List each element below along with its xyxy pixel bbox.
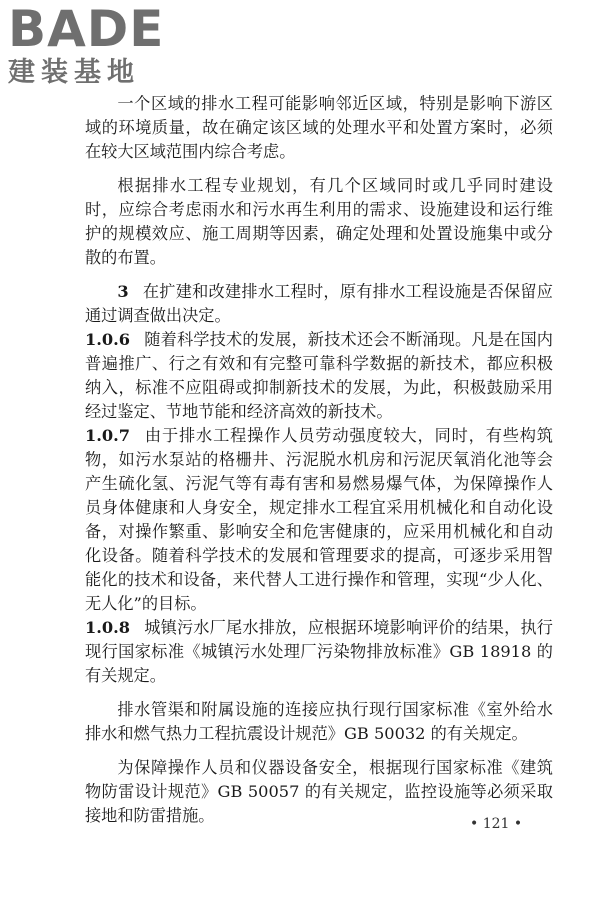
clause — [85, 328, 553, 424]
paragraph — [85, 698, 553, 746]
clause-number: 1.0.6 — [85, 330, 131, 349]
paragraph-text: 在扩建和改建排水工程时，原有排水工程设施是否保留应通过调查做出决定。 — [85, 282, 553, 325]
clause-text: 城镇污水厂尾水排放，应根据环境影响评价的结果，执行现行国家标准《城镇污水处理厂污染物排放标准》GB 18918 的有关规定。 — [85, 618, 553, 685]
logo-subtitle: 建装基地 — [8, 57, 140, 88]
paragraph-text: 排水管渠和附属设施的连接应执行现行国家标准《室外给水排水和燃气热力工程抗震设计规范》GB 50032 的有关规定。 — [85, 700, 553, 743]
clause — [85, 616, 553, 688]
page-number: • 121 • — [470, 816, 523, 832]
paragraph-text: 一个区域的排水工程可能影响邻近区域，特别是影响下游区域的环境质量，故在确定该区域的处理水平和处置方案时，必须在较大区域范围内综合考虑。 — [85, 94, 553, 161]
clause-text: 由于排水工程操作人员劳动强度较大，同时，有些构筑物，如污水泵站的格栅井、污泥脱水机房和污泥厌氧消化池等会产生硫化氢、污泥气等有毒有害和易燃易爆气体，为保障操作人员身体健康和人身安全，规定排水工程宜采用机械化和自动化设备，对操作繁重、影响安全和危害健康的，应采用机械化和自动化设备。随着科学技术的发展和管理要求的提高，可逐步采用智能化的技术和设备，来代替人工进行操作和管理，实现“少人化、无人化”的目标。 — [85, 426, 553, 613]
paragraph — [85, 280, 553, 328]
paragraph-text: 为保障操作人员和仪器设备安全，根据现行国家标准《建筑物防雷设计规范》GB 50057 的有关规定，监控设施等必须采取接地和防雷措施。 — [85, 758, 553, 825]
document-body — [85, 92, 553, 828]
clause-number: 1.0.7 — [85, 426, 131, 445]
item-number: 3 — [117, 282, 129, 301]
paragraph — [85, 174, 553, 270]
clause-text: 随着科学技术的发展，新技术还会不断涌现。凡是在国内普遍推广、行之有效和有完整可靠科学数据的新技术，都应积极纳入，标准不应阻碍或抑制新技术的发展，为此，积极鼓励采用经过鉴定、节地节能和经济高效的新技术。 — [85, 330, 553, 421]
logo-word: BADE — [8, 0, 165, 58]
bade-logo — [8, 0, 178, 88]
clause-number: 1.0.8 — [85, 618, 131, 637]
paragraph — [85, 92, 553, 164]
paragraph-text: 根据排水工程专业规划，有几个区域同时或几乎同时建设时，应综合考虑雨水和污水再生利用的需求、设施建设和运行维护的规模效应、施工周期等因素，确定处理和处置设施集中或分散的布置。 — [85, 176, 553, 267]
clause — [85, 424, 553, 616]
